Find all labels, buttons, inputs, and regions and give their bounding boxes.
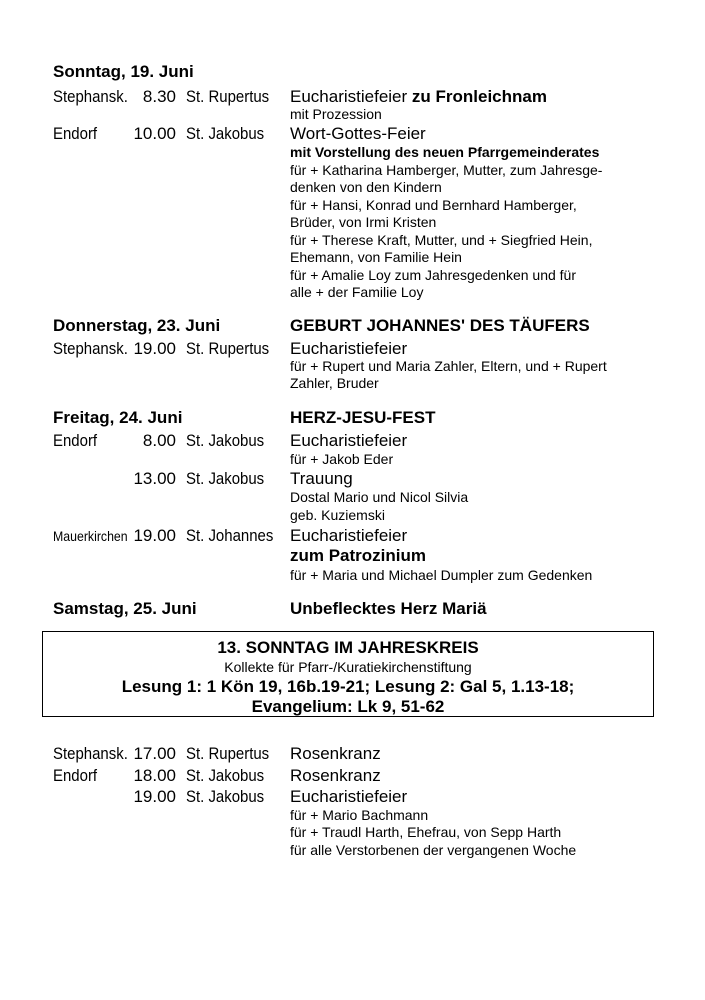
intention-note: für + Hansi, Konrad und Bernhard Hamberger, xyxy=(290,197,577,213)
place: Endorf xyxy=(53,766,98,785)
church: St. Rupertus xyxy=(186,339,270,358)
service-title: Trauung xyxy=(290,469,353,488)
service-occasion: zum Patrozinium xyxy=(290,546,427,565)
intention-note: Dostal Mario und Nicol Silvia xyxy=(290,489,469,505)
church: St. Jakobus xyxy=(186,469,265,488)
service-title: Eucharistiefeier xyxy=(290,787,408,806)
intention-note: für + Traudl Harth, Ehefrau, von Sepp Harth xyxy=(290,824,562,840)
service-title: Eucharistiefeier xyxy=(290,339,408,358)
place: Stephansk. xyxy=(53,744,128,763)
church: St. Rupertus xyxy=(186,87,270,106)
service-title: Eucharistiefeier xyxy=(290,431,408,450)
box-title: 13. SONNTAG IM JAHRESKREIS xyxy=(217,638,479,657)
time: 8.00 xyxy=(142,431,176,450)
time: 19.00 xyxy=(133,339,176,358)
intention-note: Zahler, Bruder xyxy=(290,375,379,391)
church: St. Jakobus xyxy=(186,431,265,450)
box-readings: Lesung 1: 1 Kön 19, 16b.19-21; Lesung 2: Gal 5, 1.13-18; xyxy=(121,677,575,696)
service-occasion: zu Fronleichnam xyxy=(411,87,547,106)
place: Mauerkirchen xyxy=(53,528,128,544)
feast-title: GEBURT JOHANNES' DES TÄUFERS xyxy=(290,316,590,335)
day-heading: Samstag, 25. Juni xyxy=(53,599,197,618)
intention-note: für + Mario Bachmann xyxy=(290,807,429,823)
intention-note: Ehemann, von Familie Hein xyxy=(290,249,462,265)
box-collection-note: Kollekte für Pfarr-/Kuratiekirchenstiftung xyxy=(224,659,472,675)
intention-note: mit Prozession xyxy=(290,106,382,122)
intention-note: für + Therese Kraft, Mutter, und + Siegfried Hein, xyxy=(290,232,593,248)
feast-title: HERZ-JESU-FEST xyxy=(290,408,436,427)
church: St. Rupertus xyxy=(186,744,270,763)
time: 10.00 xyxy=(133,124,176,143)
church: St. Jakobus xyxy=(186,766,265,785)
intention-note: denken von den Kindern xyxy=(290,179,442,195)
intention-note: mit Vorstellung des neuen Pfarrgemeinderates xyxy=(290,144,600,160)
place: Stephansk. xyxy=(53,87,128,106)
time: 13.00 xyxy=(133,469,176,488)
day-heading: Donnerstag, 23. Juni xyxy=(53,316,221,335)
time: 19.00 xyxy=(133,787,176,806)
day-heading: Freitag, 24. Juni xyxy=(53,408,183,427)
time: 18.00 xyxy=(133,766,176,785)
church: St. Jakobus xyxy=(186,787,265,806)
place: Stephansk. xyxy=(53,339,128,358)
time: 8.30 xyxy=(142,87,176,106)
intention-note: geb. Kuziemski xyxy=(290,507,385,523)
intention-note: für alle Verstorbenen der vergangenen Woche xyxy=(290,842,577,858)
intention-note: für + Maria und Michael Dumpler zum Gedenken xyxy=(290,567,593,583)
box-gospel: Evangelium: Lk 9, 51-62 xyxy=(251,697,445,716)
intention-note: für + Rupert und Maria Zahler, Eltern, und + Rupert xyxy=(290,358,607,374)
church: St. Johannes xyxy=(186,526,274,545)
place: Endorf xyxy=(53,124,98,143)
intention-note: für + Amalie Loy zum Jahresgedenken und für xyxy=(290,267,577,283)
intention-note: für + Katharina Hamberger, Mutter, zum Jahresge- xyxy=(290,162,603,178)
intention-note: für + Jakob Eder xyxy=(290,451,394,467)
sunday-info-box xyxy=(42,631,654,717)
service-title: Eucharistiefeier xyxy=(290,526,408,545)
service-name: Eucharistiefeier xyxy=(290,87,412,106)
service-title: Rosenkranz xyxy=(290,766,381,785)
service-title: Rosenkranz xyxy=(290,744,381,763)
intention-note: alle + der Familie Loy xyxy=(290,284,424,300)
time: 17.00 xyxy=(133,744,176,763)
service-title: Wort-Gottes-Feier xyxy=(290,124,426,143)
church: St. Jakobus xyxy=(186,124,265,143)
intention-note: Brüder, von Irmi Kristen xyxy=(290,214,437,230)
service-title xyxy=(290,87,547,107)
place: Endorf xyxy=(53,431,98,450)
time: 19.00 xyxy=(133,526,176,545)
day-heading: Sonntag, 19. Juni xyxy=(53,62,194,81)
feast-title: Unbeflecktes Herz Mariä xyxy=(290,599,487,618)
